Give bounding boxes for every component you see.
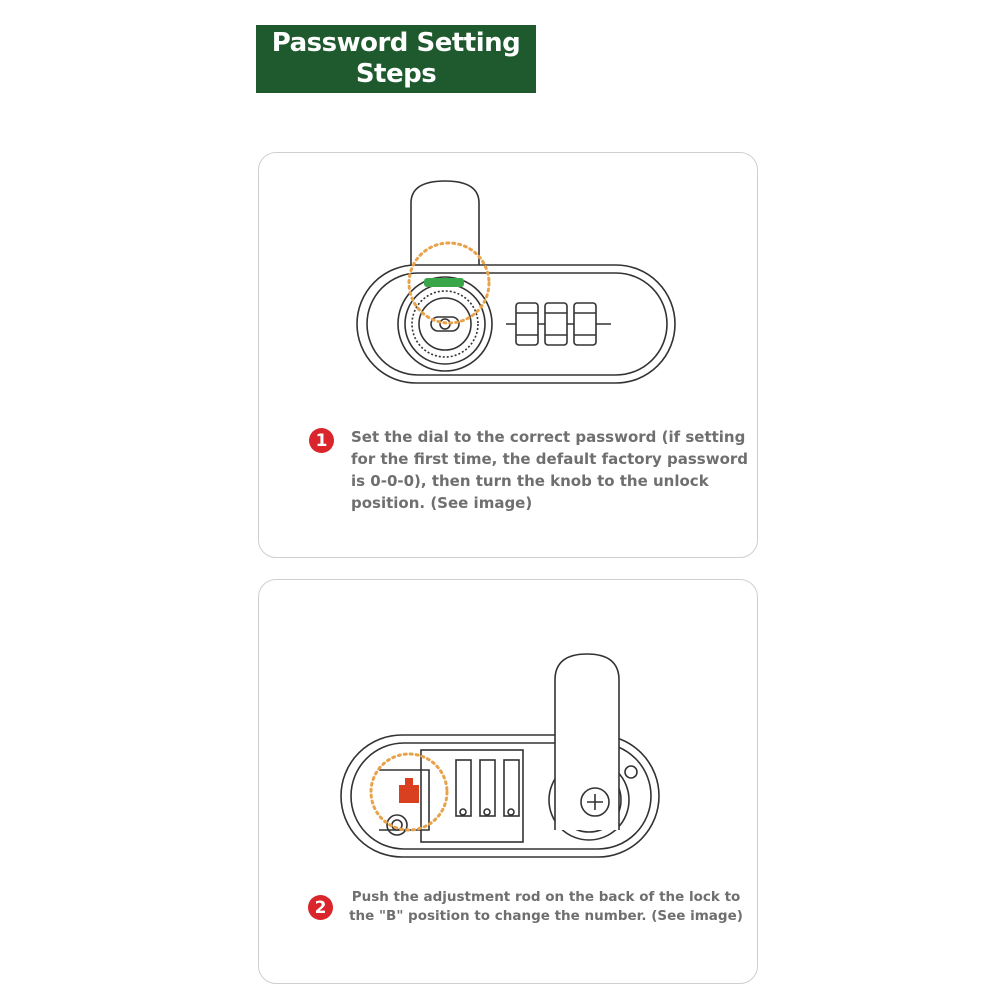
- step-1-badge: 1: [309, 428, 334, 453]
- step-2-instruction: [308, 888, 751, 926]
- step-2-badge: 2: [308, 895, 333, 920]
- step-card-1: [258, 152, 758, 558]
- step-2-text: Push the adjustment rod on the back of the lock to the "B" position to change the number. (See image): [349, 889, 743, 924]
- lock-back-illustration: [259, 580, 759, 870]
- title-line-2: Steps: [355, 59, 437, 89]
- step-1-text: Set the dial to the correct password (if setting for the first time, the default factory password is 0-0-0), then turn the knob to the unlock position. (See image): [351, 428, 749, 512]
- title-banner: [256, 25, 536, 93]
- unlock-indicator: [424, 278, 464, 287]
- lock-front-illustration: [259, 153, 759, 413]
- step-card-2: [258, 579, 758, 984]
- title-line-1: Password Setting: [271, 28, 521, 58]
- step-1-instruction: [309, 426, 751, 514]
